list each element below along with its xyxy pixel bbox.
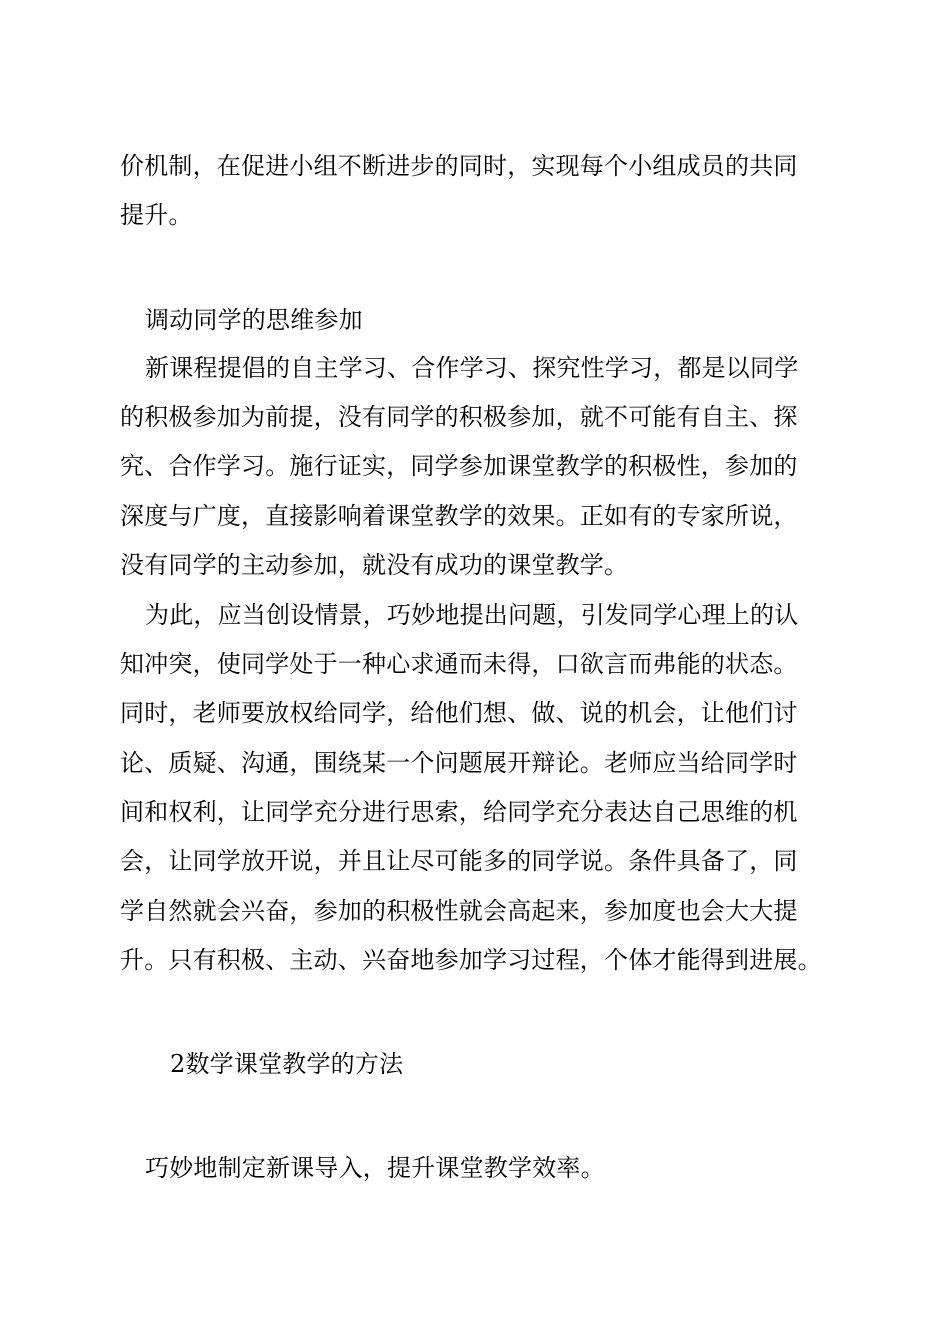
paragraph-line: 同时，老师要放权给同学，给他们想、做、说的机会，让他们讨: [120, 699, 798, 727]
paragraph-line: 会，让同学放开说，并且让尽可能多的同学说。条件具备了，同: [120, 847, 798, 875]
paragraph-line: 究、合作学习。施行证实，同学参加课堂教学的积极性，参加的: [120, 452, 798, 480]
section-heading: 调动同学的思维参加: [145, 306, 363, 334]
paragraph-line: 升。只有积极、主动、兴奋地参加学习过程，个体才能得到进展。: [120, 946, 822, 974]
paragraph-line: 价机制，在促进小组不断进步的同时，实现每个小组成员的共同: [120, 152, 798, 180]
paragraph-line: 没有同学的主动参加，就没有成功的课堂教学。: [120, 551, 629, 579]
paragraph-line: 间和权利，让同学充分进行思索，给同学充分表达自己思维的机: [120, 798, 798, 826]
section-heading: 2数学课堂教学的方法: [170, 1050, 404, 1078]
paragraph-line: 新课程提倡的自主学习、合作学习、探究性学习，都是以同学: [145, 354, 799, 382]
paragraph-line: 的积极参加为前提，没有同学的积极参加，就不可能有自主、探: [120, 403, 798, 431]
paragraph-line: 论、质疑、沟通，围绕某一个问题展开辩论。老师应当给同学时: [120, 749, 798, 777]
paragraph-line: 深度与广度，直接影响着课堂教学的效果。正如有的专家所说，: [120, 502, 798, 530]
paragraph-line: 为此，应当创设情景，巧妙地提出问题，引发同学心理上的认: [145, 601, 799, 629]
paragraph-line: 知冲突，使同学处于一种心求通而未得，口欲言而弗能的状态。: [120, 650, 798, 678]
paragraph-line: 学自然就会兴奋，参加的积极性就会高起来，参加度也会大大提: [120, 897, 798, 925]
paragraph-line: 提升。: [120, 201, 193, 229]
paragraph-line: 巧妙地制定新课导入，提升课堂教学效率。: [145, 1154, 605, 1182]
